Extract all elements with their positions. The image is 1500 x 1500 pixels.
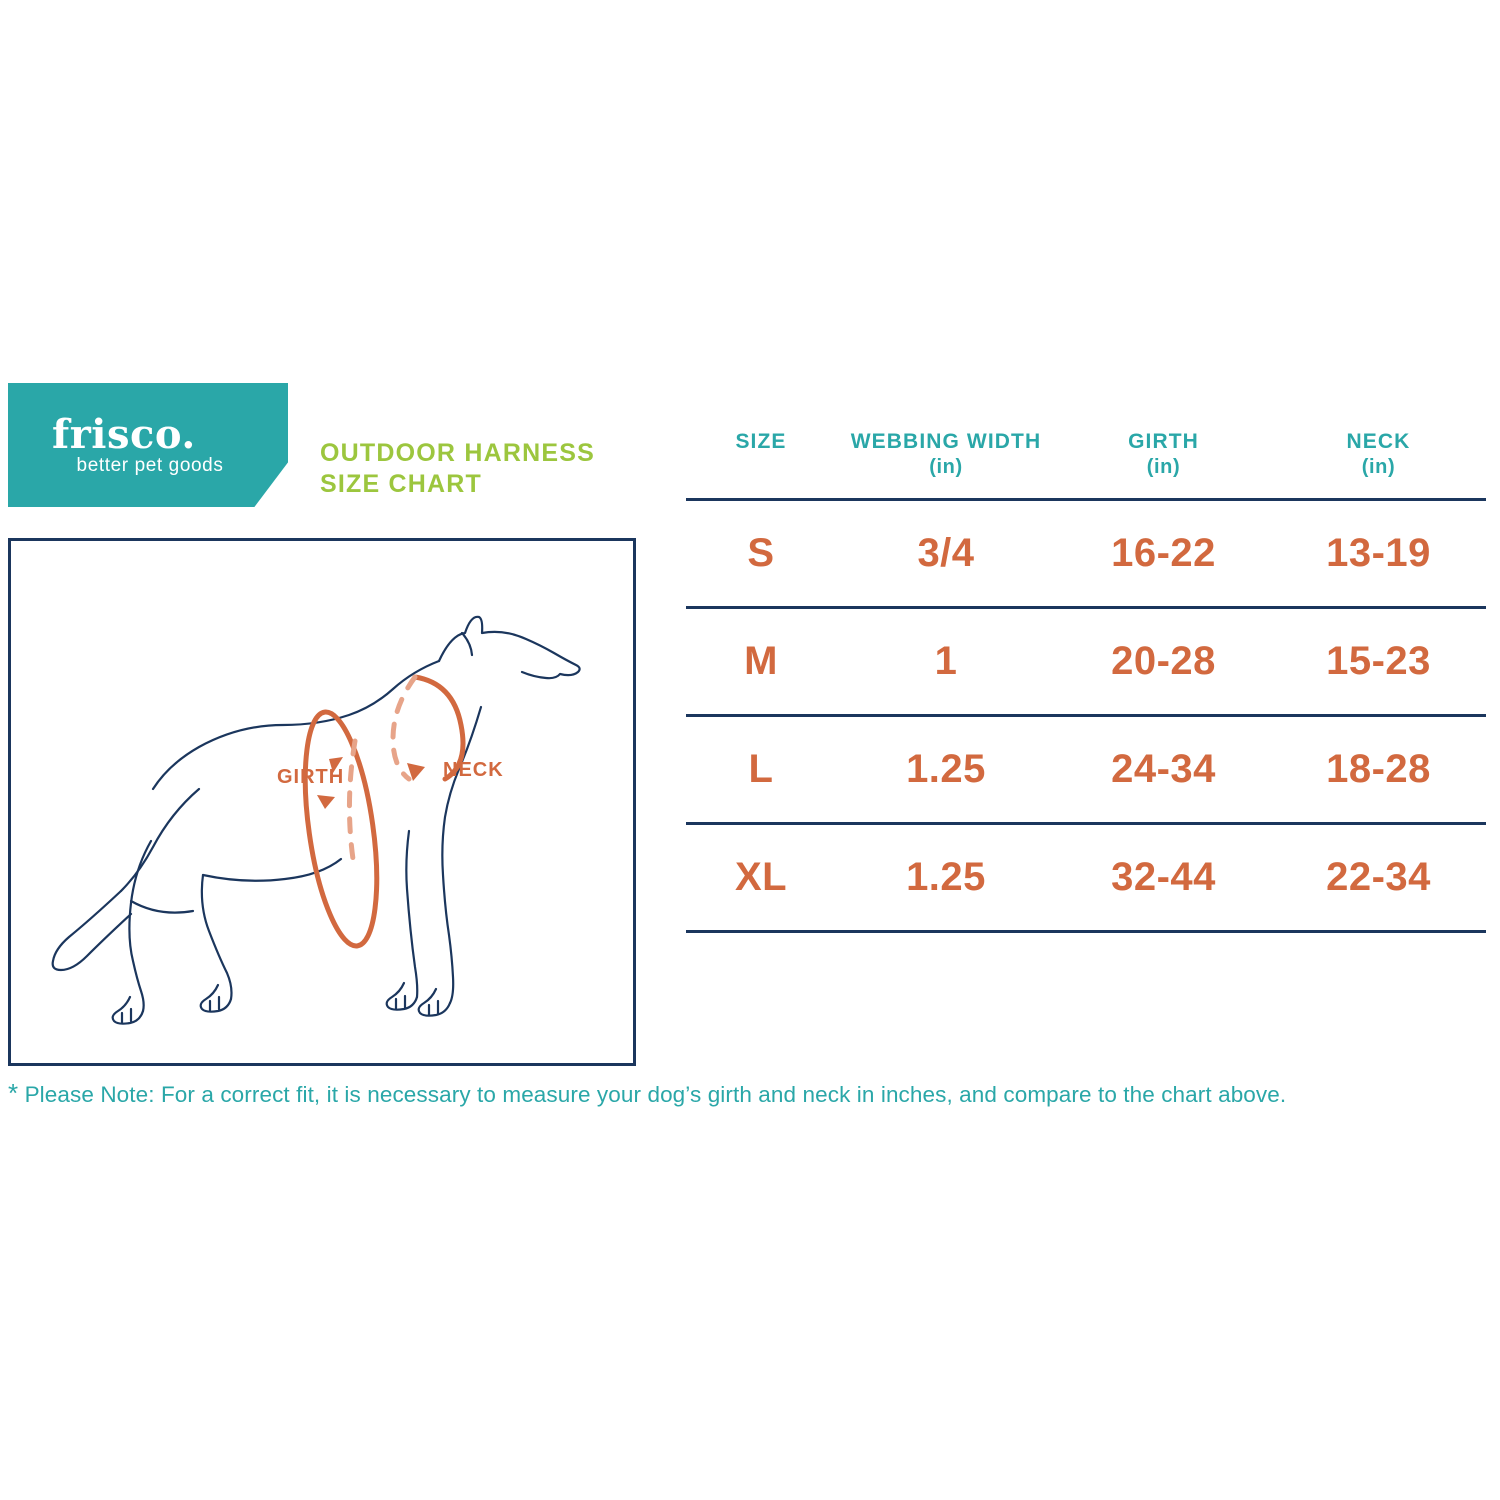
size-table [686, 430, 1486, 933]
neck-label: NECK [443, 759, 504, 781]
column-header-webbing-width [836, 430, 1056, 499]
cell-size: M [686, 607, 836, 715]
column-header-girth [1056, 430, 1271, 499]
cell-size: L [686, 715, 836, 823]
column-header-girth-label: GIRTH [1128, 430, 1199, 453]
column-header-neck-unit: (in) [1361, 455, 1396, 478]
column-header-webbing-width-label: WEBBING WIDTH [850, 430, 1042, 453]
size-table-container [686, 430, 1486, 933]
cell-webbing-width: 3/4 [836, 499, 1056, 607]
cell-neck: 18-28 [1271, 715, 1486, 823]
column-header-size-label: SIZE [735, 430, 787, 453]
cell-size: XL [686, 823, 836, 931]
page-title-line1: OUTDOOR HARNESS [320, 439, 595, 467]
cell-webbing-width: 1 [836, 607, 1056, 715]
footnote-text: Please Note: For a correct fit, it is necessary to measure your dog’s girth and neck in inches, and compare to the chart above. [18, 1082, 1287, 1107]
page-title [320, 438, 620, 501]
cell-girth: 20-28 [1056, 607, 1271, 715]
column-header-girth-unit: (in) [1146, 455, 1181, 478]
table-row [686, 499, 1486, 607]
cell-girth: 32-44 [1056, 823, 1271, 931]
table-row [686, 823, 1486, 931]
brand-name: frisco. [52, 411, 196, 458]
table-header-row [686, 430, 1486, 499]
cell-girth: 16-22 [1056, 499, 1271, 607]
cell-neck: 15-23 [1271, 607, 1486, 715]
dog-diagram-icon [11, 541, 633, 1063]
cell-girth: 24-34 [1056, 715, 1271, 823]
footnote-asterisk: * [8, 1078, 19, 1108]
brand-tagline: better pet goods [76, 455, 224, 476]
page-title-line2: SIZE CHART [320, 470, 482, 499]
table-row [686, 607, 1486, 715]
column-header-neck-label: NECK [1346, 430, 1411, 453]
cell-size: S [686, 499, 836, 607]
column-header-neck [1271, 430, 1486, 499]
cell-webbing-width: 1.25 [836, 715, 1056, 823]
footnote [8, 1078, 1493, 1109]
cell-neck: 22-34 [1271, 823, 1486, 931]
cell-webbing-width: 1.25 [836, 823, 1056, 931]
table-row [686, 715, 1486, 823]
cell-neck: 13-19 [1271, 499, 1486, 607]
column-header-size [686, 430, 836, 499]
dog-illustration-panel [8, 538, 636, 1066]
girth-label: GIRTH [277, 766, 345, 788]
column-header-webbing-width-unit: (in) [929, 455, 963, 478]
